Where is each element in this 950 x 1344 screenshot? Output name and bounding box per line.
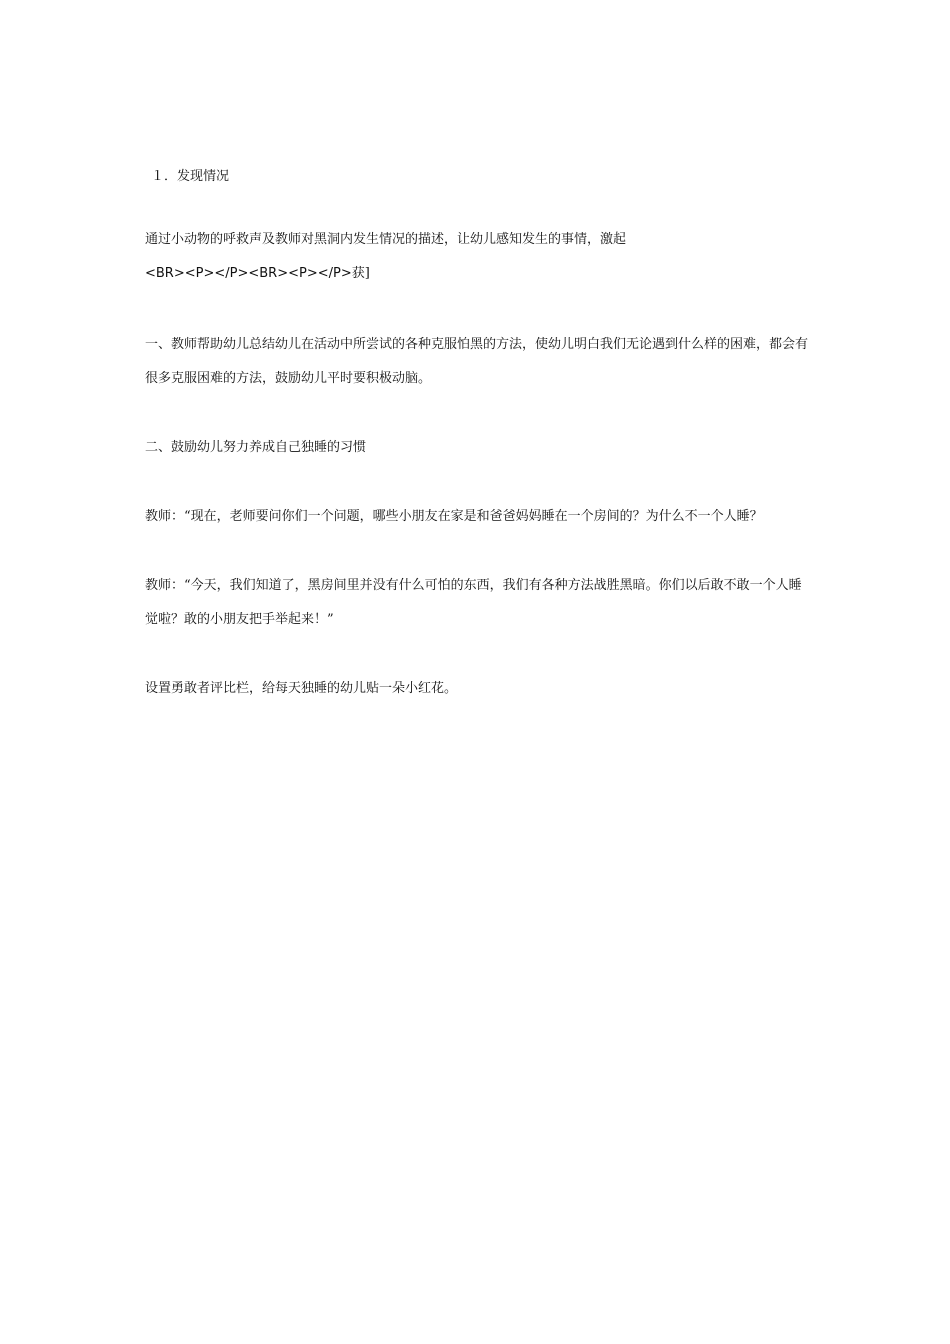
- paragraph-summary: 一、教师帮助幼儿总结幼儿在活动中所尝试的各种克服怕黑的方法，使幼儿明白我们无论遇到什么样的困难，都会有很多克服困难的方法，鼓励幼儿平时要积极动脑。: [145, 337, 809, 386]
- section-heading: １．发现情况: [151, 169, 230, 184]
- paragraph-teacher-question: 教师：“现在，老师要问你们一个问题，哪些小朋友在家是和爸爸妈妈睡在一个房间的？为什么不一个人睡？: [145, 509, 763, 524]
- paragraph-subheading: 二、鼓励幼儿努力养成自己独睡的习惯: [145, 440, 367, 455]
- paragraph-activity: 设置勇敢者评比栏，给每天独睡的幼儿贴一朵小红花。: [145, 681, 458, 696]
- paragraph-teacher-encouragement: 教师：“今天，我们知道了，黑房间里并没有什么可怕的东西，我们有各种方法战胜黑暗。你们以后敢不敢一个人睡觉啦？敢的小朋友把手举起来！”: [145, 578, 802, 627]
- paragraph-intro-markup-line: [145, 257, 810, 291]
- paragraph-intro: 通过小动物的呼救声及教师对黑洞内发生情况的描述，让幼儿感知发生的事情，激起: [145, 232, 627, 247]
- raw-html-markup-text: <BR><P></P><BR><P></P>: [145, 266, 352, 281]
- document-body: [145, 160, 810, 706]
- markup-line-tail: 获]: [351, 266, 370, 281]
